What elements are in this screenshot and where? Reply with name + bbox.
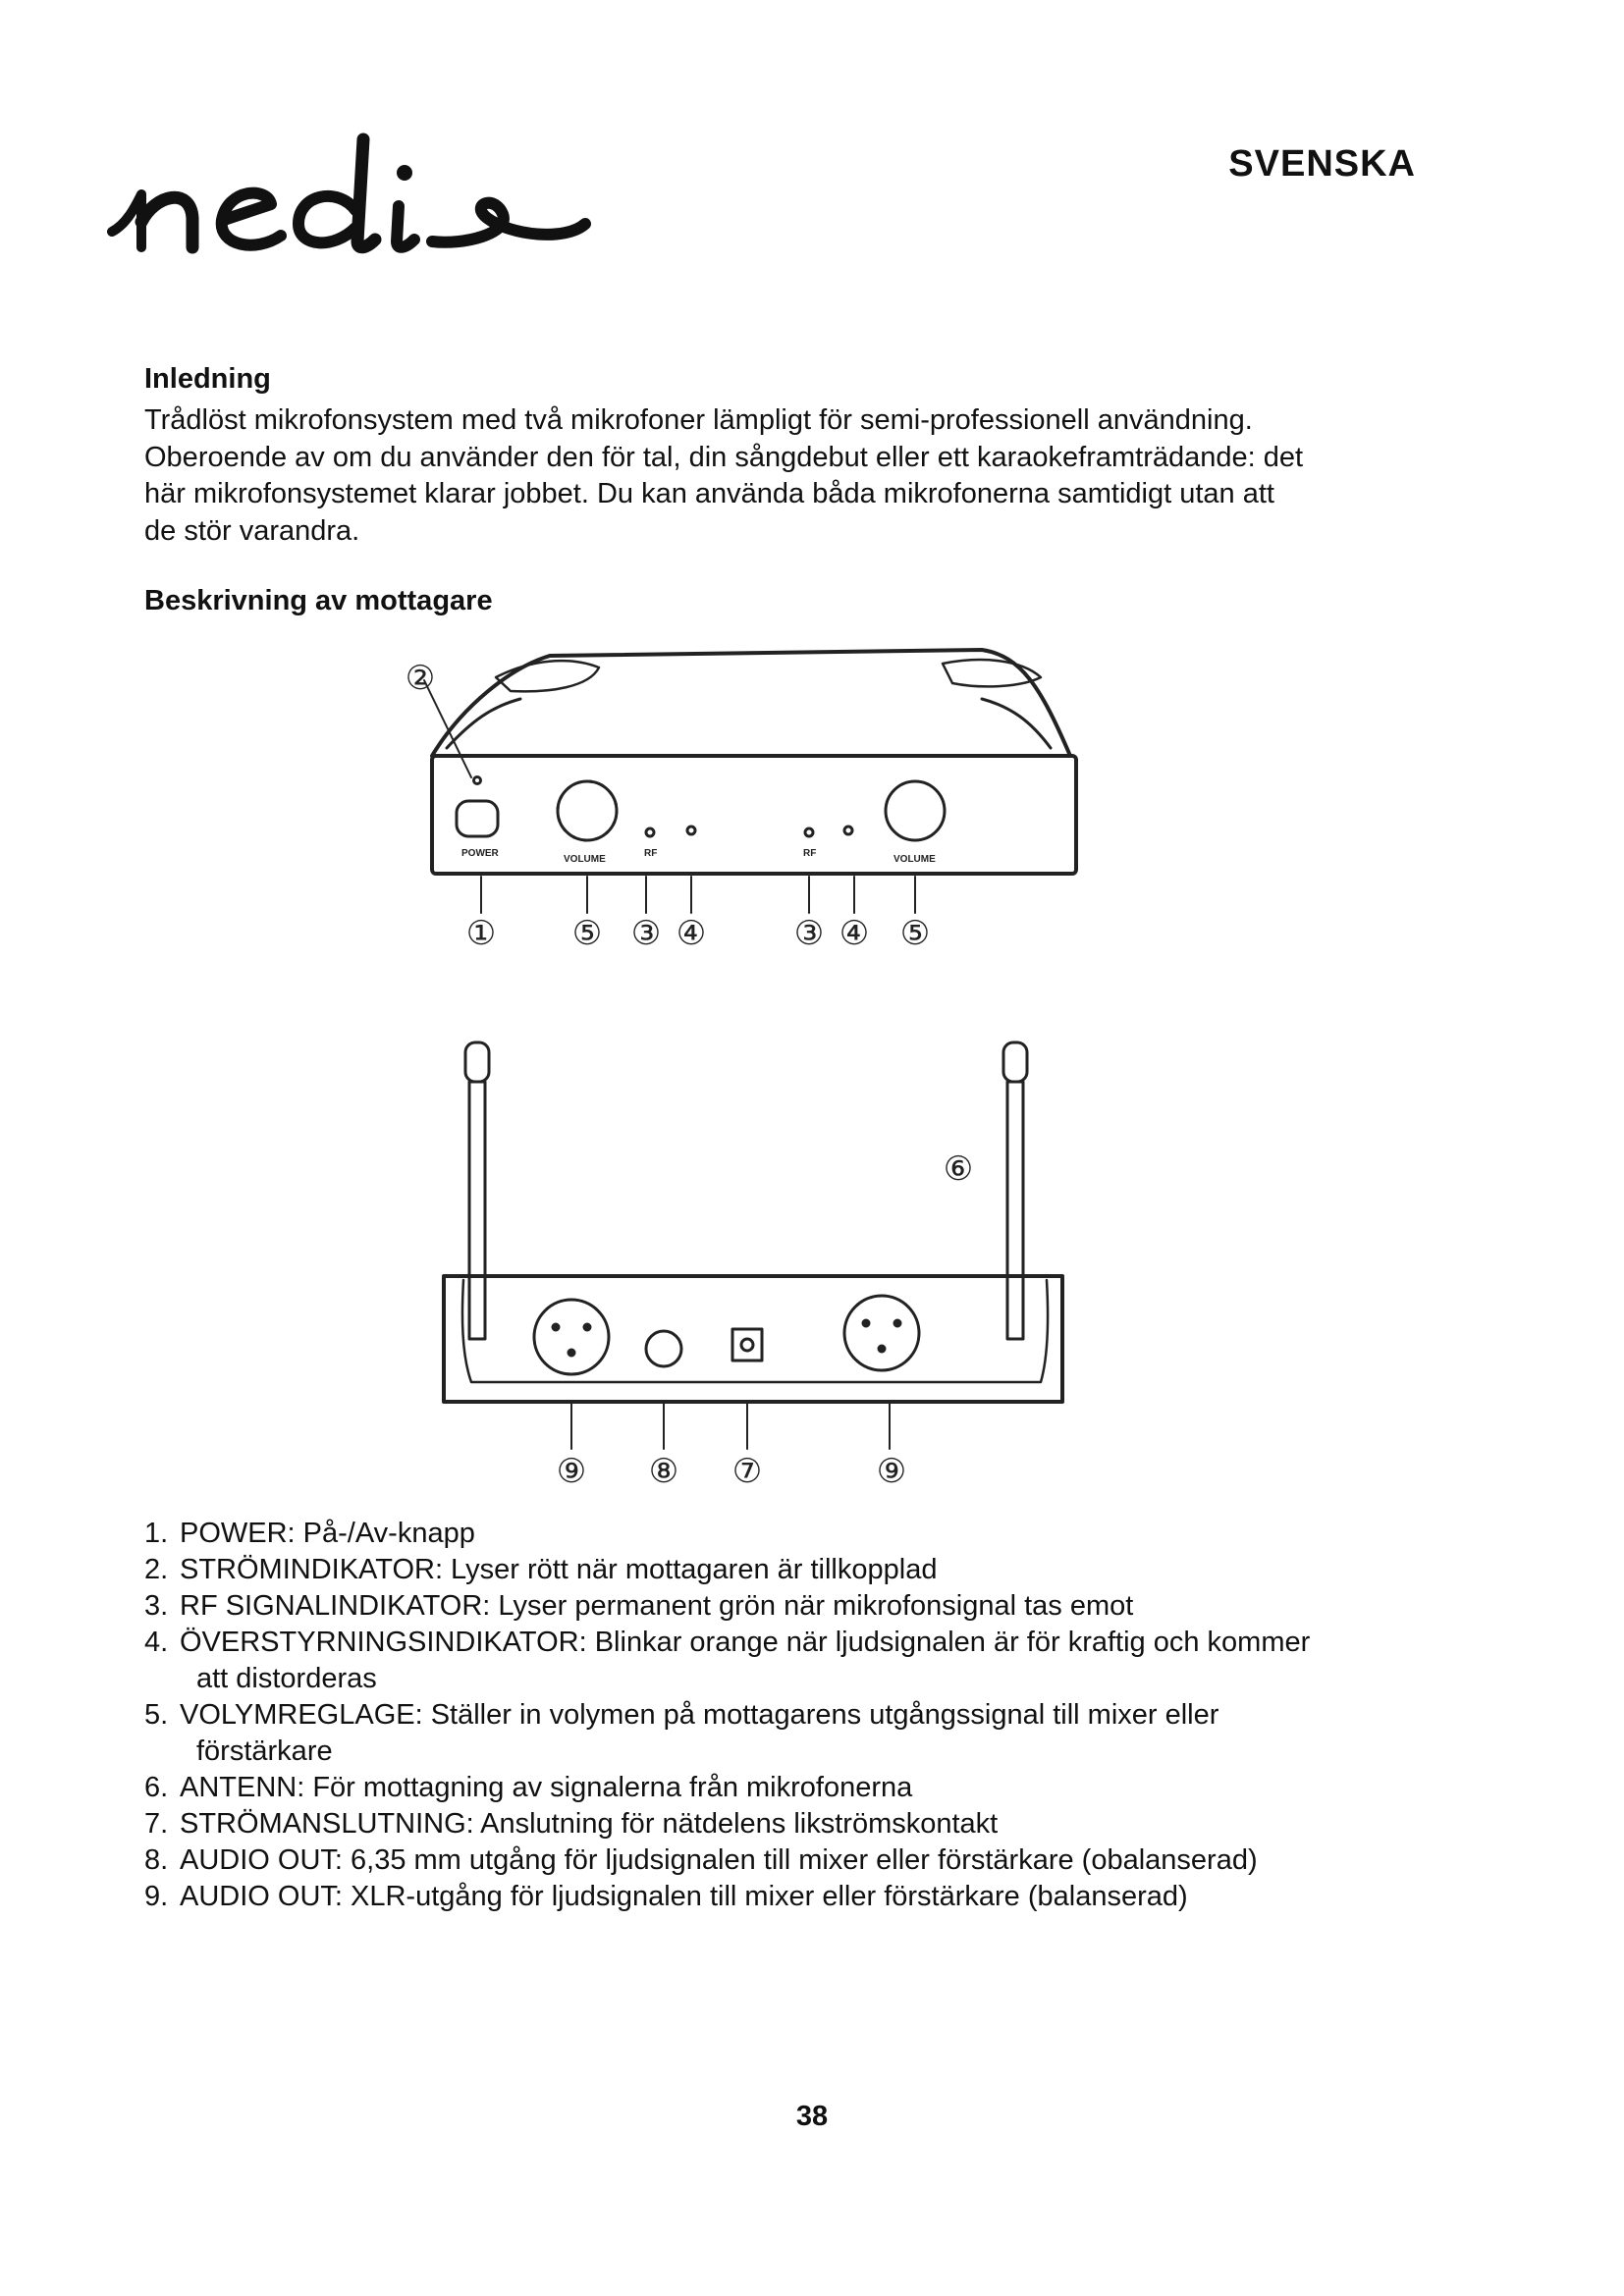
antenna-right [1007,1082,1023,1339]
item-text: POWER: På-/Av-knapp [180,1518,475,1549]
callout-3: ③ [793,914,825,953]
receiver-front-view [424,650,1076,913]
list-item [144,1879,1421,1915]
callout-9: ⑨ [556,1452,587,1491]
list-item [144,1552,1421,1588]
item-number: 4. [144,1627,169,1658]
power-label: POWER [461,848,499,859]
callout-4: ④ [676,914,707,953]
list-item [144,1842,1421,1879]
list-item [144,1625,1421,1697]
parts-list [144,1516,1421,1915]
antenna-tip-right [1003,1042,1027,1082]
callout-1: ① [465,914,497,953]
item-text: STRÖMANSLUTNING: Anslutning för nätdelens likströmskontakt [180,1808,999,1840]
item-number: 7. [144,1808,169,1840]
item-text: ÖVERSTYRNINGSINDIKATOR: Blinkar orange när ljudsignalen är för kraftig och kommer [180,1627,1311,1658]
item-text: AUDIO OUT: XLR-utgång för ljudsignalen till mixer eller förstärkare (balanserad) [180,1881,1188,1912]
language-label: SVENSKA [1228,143,1416,185]
item-number: 9. [144,1881,169,1912]
item-number: 1. [144,1518,169,1549]
intro-line: här mikrofonsystemet klarar jobbet. Du kan använda båda mikrofonerna samtidigt utan att [144,478,1274,509]
item-number: 5. [144,1699,169,1731]
volume-knob-right [886,781,945,840]
callout-5: ⑤ [571,914,603,953]
xlr-output-right [844,1296,919,1370]
item-number: 6. [144,1772,169,1803]
callout-9: ⑨ [876,1452,907,1491]
antenna-left [469,1082,485,1339]
power-button-shape [457,801,498,836]
callout-5: ⑤ [899,914,931,953]
item-text: AUDIO OUT: 6,35 mm utgång för ljudsignalen till mixer eller förstärkare (obalanserad) [180,1844,1258,1876]
jack-output [646,1331,681,1366]
list-item [144,1516,1421,1552]
item-text: ANTENN: För mottagning av signalerna från mikrofonerna [180,1772,913,1803]
callout-7: ⑦ [731,1452,763,1491]
page-number: 38 [795,2101,829,2132]
list-item [144,1588,1421,1625]
xlr-output-left [534,1300,609,1374]
intro-line: Trådlöst mikrofonsystem med två mikrofoner lämpligt för semi-professionell användning. [144,404,1253,436]
antenna-tip-left [465,1042,489,1082]
list-item [144,1770,1421,1806]
item-text: RF SIGNALINDIKATOR: Lyser permanent grön när mikrofonsignal tas emot [180,1590,1134,1622]
item-number: 8. [144,1844,169,1876]
callout-2: ② [405,659,436,698]
intro-line: de stör varandra. [144,514,360,547]
intro-line: Oberoende av om du använder den för tal, din sångdebut eller ett karaokeframträdande: det [144,441,1304,473]
volume-label-right: VOLUME [893,854,936,865]
item-number: 2. [144,1554,169,1585]
callout-4: ④ [839,914,870,953]
item-continuation: förstärkare [196,1735,333,1767]
list-item [144,1806,1421,1842]
receiver-heading: Beskrivning av mottagare [144,585,493,616]
item-continuation: att distorderas [196,1663,377,1694]
receiver-back-view [444,1042,1062,1449]
callout-3: ③ [630,914,662,953]
intro-heading: Inledning [144,363,271,395]
dc-input [732,1329,762,1361]
callout-8: ⑧ [648,1452,679,1491]
volume-label-left: VOLUME [564,854,606,865]
list-item [144,1697,1421,1770]
item-text: VOLYMREGLAGE: Ställer in volymen på mottagarens utgångssignal till mixer eller [180,1699,1219,1731]
item-text: STRÖMINDIKATOR: Lyser rött när mottagaren är tillkopplad [180,1554,938,1585]
power-indicator-shape [474,777,481,784]
item-number: 3. [144,1590,169,1622]
rf-label-left: RF [644,848,658,859]
callout-6: ⑥ [943,1149,974,1189]
rf-label-right: RF [803,848,817,859]
